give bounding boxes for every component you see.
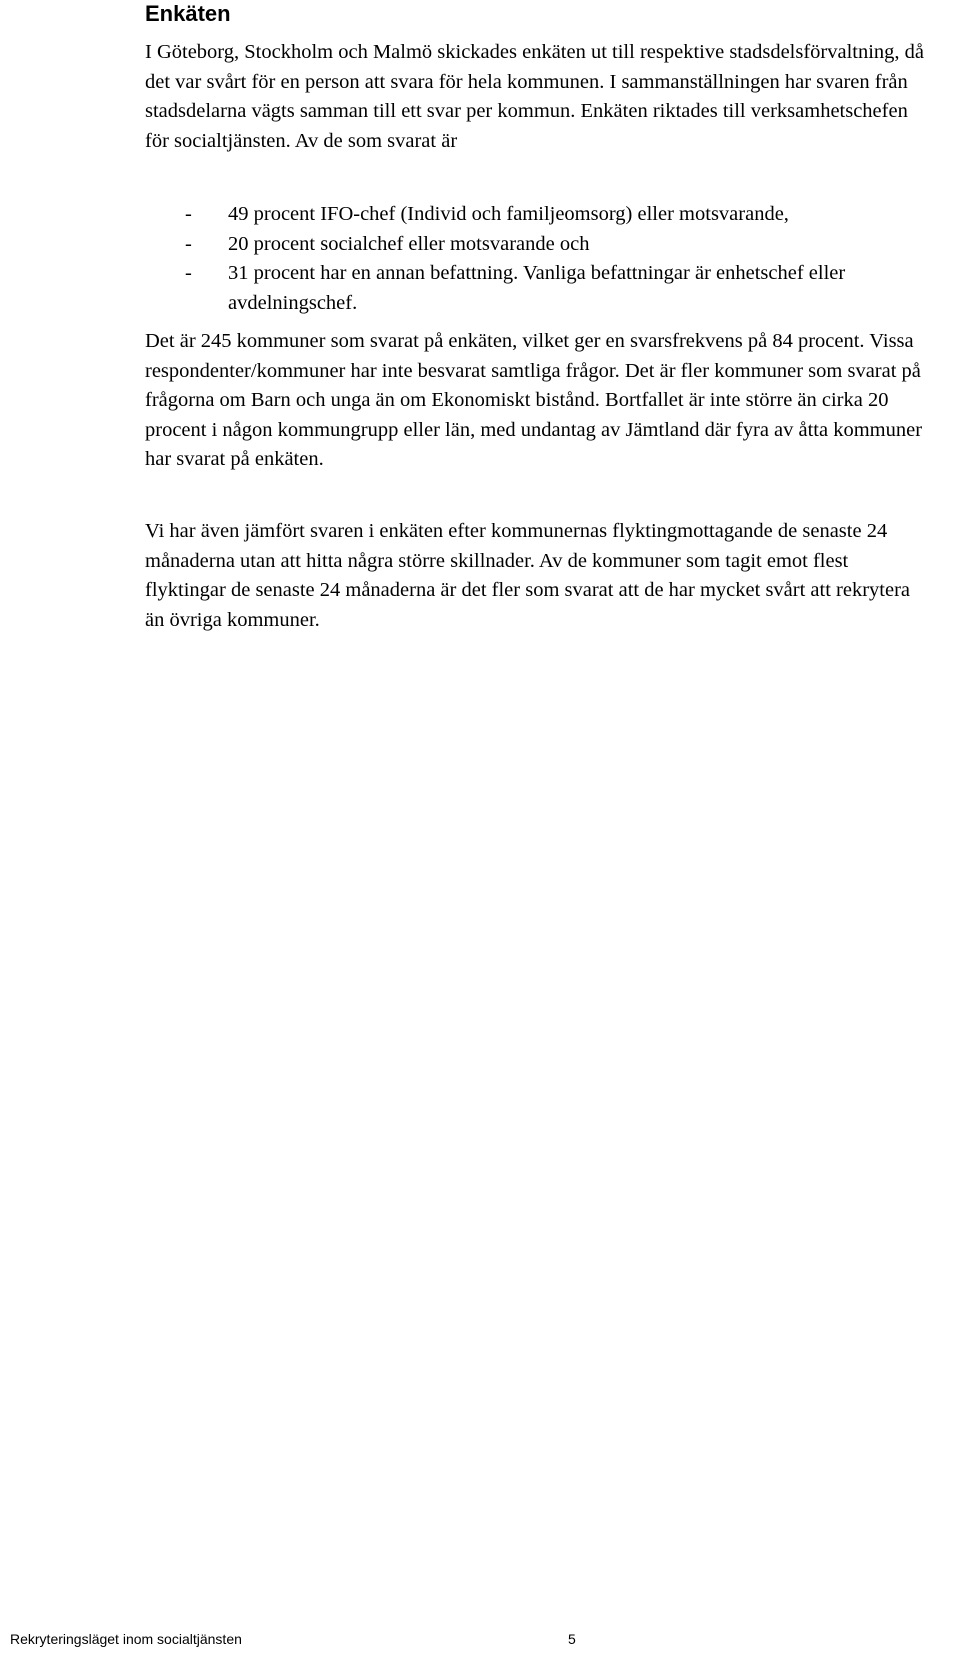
paragraph-refugee-comparison: Vi har även jämfört svaren i enkäten efter kommunernas flyktingmottagande de senaste 24 månaderna utan att hitta några större skillnader. Av de kommuner som tagit emot flest flyktingar de senaste 24 månaderna är det fler som svarat att de har mycket svårt att rekrytera än övriga kommuner. bbox=[145, 520, 911, 631]
bullet-marker: - bbox=[185, 232, 192, 255]
section-heading: Enkäten bbox=[145, 1, 231, 26]
list-item-text: 20 procent socialchef eller motsvarande och bbox=[228, 232, 590, 255]
list-item bbox=[145, 230, 925, 260]
bullet-marker: - bbox=[185, 203, 192, 225]
list-item-text: 31 procent har en annan befattning. Vanliga befattningar är enhetschef eller avdelningschef. bbox=[228, 262, 846, 314]
bullet-marker: - bbox=[185, 262, 192, 284]
list-item-text: 49 procent IFO-chef (Individ och familjeomsorg) eller motsvarande, bbox=[228, 203, 789, 225]
list-item bbox=[145, 200, 925, 230]
footer-document-title: Rekryteringsläget inom socialtjänsten bbox=[10, 1631, 242, 1647]
respondent-role-list bbox=[145, 200, 925, 318]
paragraph-survey-distribution: I Göteborg, Stockholm och Malmö skickades enkäten ut till respektive stadsdelsförvaltning, då det var svårt för en person att svara för hela kommunen. I sammanställningen har svaren från stadsdelarna vägts samman till ett svar per kommun. Enkäten riktades till verksamhetschefen för socialtjänsten. Av de som svarat är bbox=[145, 41, 925, 152]
list-item bbox=[145, 259, 925, 318]
paragraph-response-rate: Det är 245 kommuner som svarat på enkäten, vilket ger en svarsfrekvens på 84 procent. Vissa respondenter/kommuner har inte besvarat samtliga frågor. Det är fler kommuner som svarat på frågorna om Barn och unga än om Ekonomiskt bistånd. Bortfallet är inte större än cirka 20 procent i någon kommungrupp eller län, med undantag av Jämtland där fyra av åtta kommuner har svarat på enkäten. bbox=[145, 330, 923, 470]
footer-page-number: 5 bbox=[568, 1631, 576, 1647]
